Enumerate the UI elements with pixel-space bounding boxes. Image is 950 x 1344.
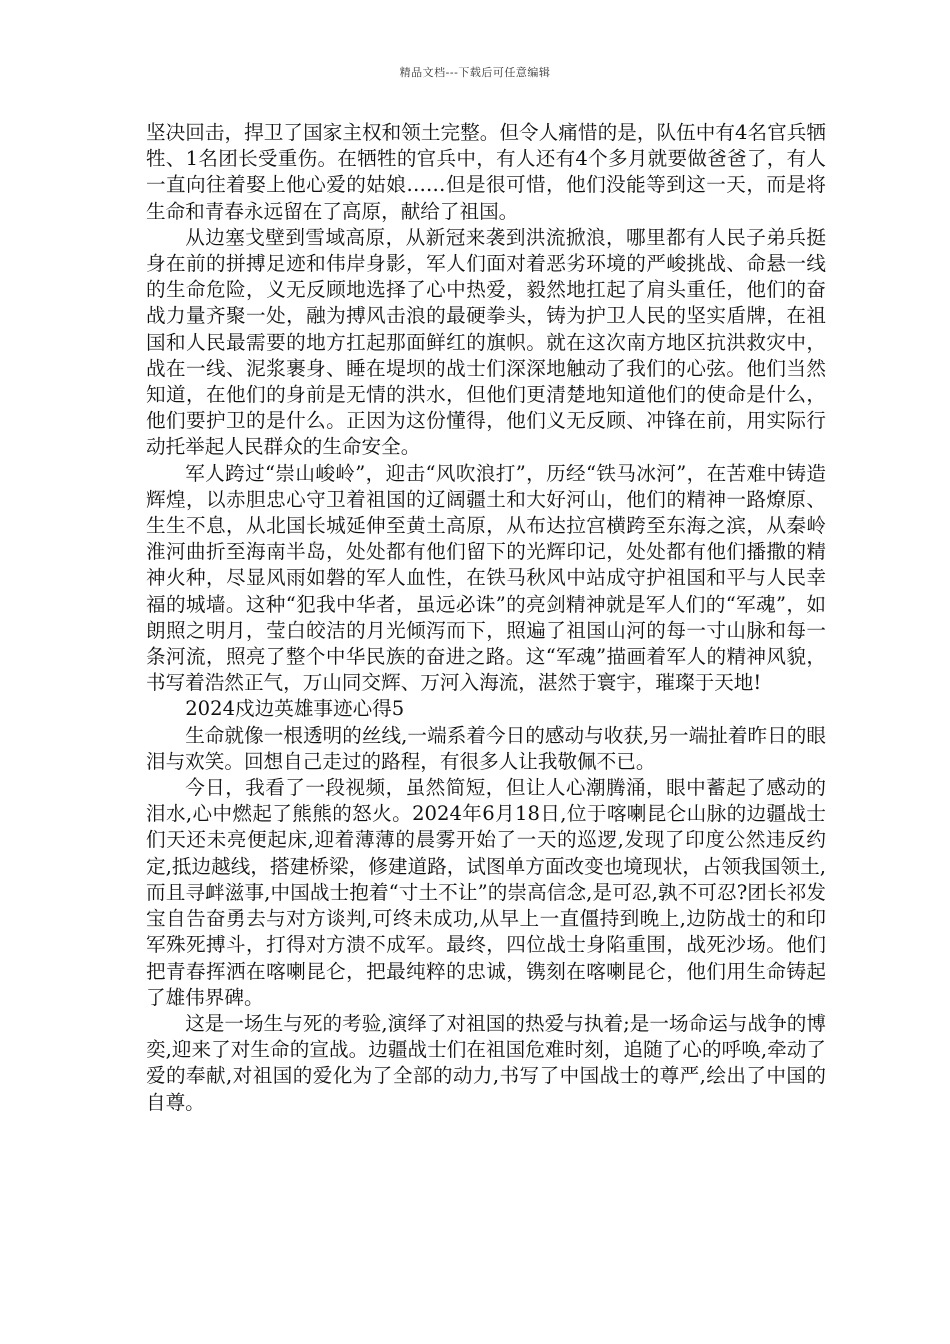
section-paragraph-1: 生命就像一根透明的丝线,一端系着今日的感动与收获,另一端扯着昨日的眼泪与欢笑。回想自己走过的路程，有很多人让我敬佩不已。 xyxy=(146,723,826,773)
section-title: 2024戍边英雄事迹心得5 xyxy=(185,697,405,721)
paragraph-1: 坚决回击，捍卫了国家主权和领土完整。但令人痛惜的是，队伍中有4名官兵牺牲、1名团长受重伤。在牺牲的官兵中，有人还有4个多月就要做爸爸了，有人一直向往着娶上他心爱的姑娘……但是很可惜，他们没能等到这一天，而是将生命和青春永远留在了高原，献给了祖国。 xyxy=(146,121,826,223)
paragraph-2: 从边塞戈壁到雪域高原，从新冠来袭到洪流掀浪，哪里都有人民子弟兵挺身在前的拼搏足迹和伟岸身影，军人们面对着恶劣环境的严峻挑战、命悬一线的生命危险，义无反顾地选择了心中热爱，毅然地扛起了肩头重任，他们的奋战力量齐聚一处，融为搏风击浪的最硬拳头，铸为护卫人民的坚实盾牌，在祖国和人民最需要的地方扛起那面鲜红的旗帜。就在这次南方地区抗洪救灾中，战在一线、泥浆裹身、睡在堤坝的战士们深深地触动了我们的心弦。他们当然知道，在他们的身前是无情的洪水，但他们更清楚地知道他们的使命是什么，他们要护卫的是什么。正因为这份懂得，他们义无反顾、冲锋在前，用实际行动托举起人民群众的生命安全。 xyxy=(146,225,826,459)
section-paragraph-3: 这是一场生与死的考验,演绎了对祖国的热爱与执着;是一场命运与战争的博奕,迎来了对生命的宣战。边疆战士们在祖国危难时刻，追随了心的呼唤,牵动了爱的奉献,对祖国的爱化为了全部的动力,书写了中国战士的尊严,绘出了中国的自尊。 xyxy=(146,1011,826,1114)
page-header: 精品文档---下载后可任意编辑 xyxy=(399,66,551,79)
section-paragraph-2: 今日，我看了一段视频，虽然简短，但让人心潮腾涌，眼中蓄起了感动的泪水,心中燃起了熊熊的怒火。2024年6月18日,位于喀喇昆仑山脉的边疆战士们天还未亮便起床,迎着薄薄的晨雾开始了一天的巡逻,发现了印度公然违反约定,抵边越线，搭建桥梁，修建道路，试图单方面改变也境现状，占领我国领土,而且寻衅滋事,中国战士抱着“寸土不让”的崇高信念,是可忍,孰不可忍?团长祁发宝自告奋勇去与对方谈判,可终未成功,从早上一直僵持到晚上,边防战士的和印军殊死搏斗，打得对方溃不成军。最终，四位战士身陷重围，战死沙场。他们把青春挥洒在喀喇昆仑，把最纯粹的忠诚，镌刻在喀喇昆仑，他们用生命铸起了雄伟界碑。 xyxy=(146,776,826,1009)
paragraph-3: 军人跨过“崇山峻岭”，迎击“风吹浪打”，历经“铁马冰河”，在苦难中铸造辉煌，以赤胆忠心守卫着祖国的辽阔疆土和大好河山，他们的精神一路燎原、生生不息，从北国长城延伸至黄土高原，从布达拉宫横跨至东海之滨，从秦岭淮河曲折至海南半岛，处处都有他们留下的光辉印记，处处都有他们播撒的精神火种，尽显风雨如磐的军人血性，在铁马秋风中站成守护祖国和平与人民幸福的城墙。这种“犯我中华者，虽远必诛”的亮剑精神就是军人们的“军魂”，如朗照之明月，莹白皎洁的月光倾泻而下，照遍了祖国山河的每一寸山脉和每一条河流，照亮了整个中华民族的奋进之路。这“军魂”描画着军人的精神风貌，书写着浩然正气，万山同交辉、万河入海流，湛然于寰宇，璀璨于天地! xyxy=(146,461,826,695)
document-body xyxy=(146,120,826,1116)
